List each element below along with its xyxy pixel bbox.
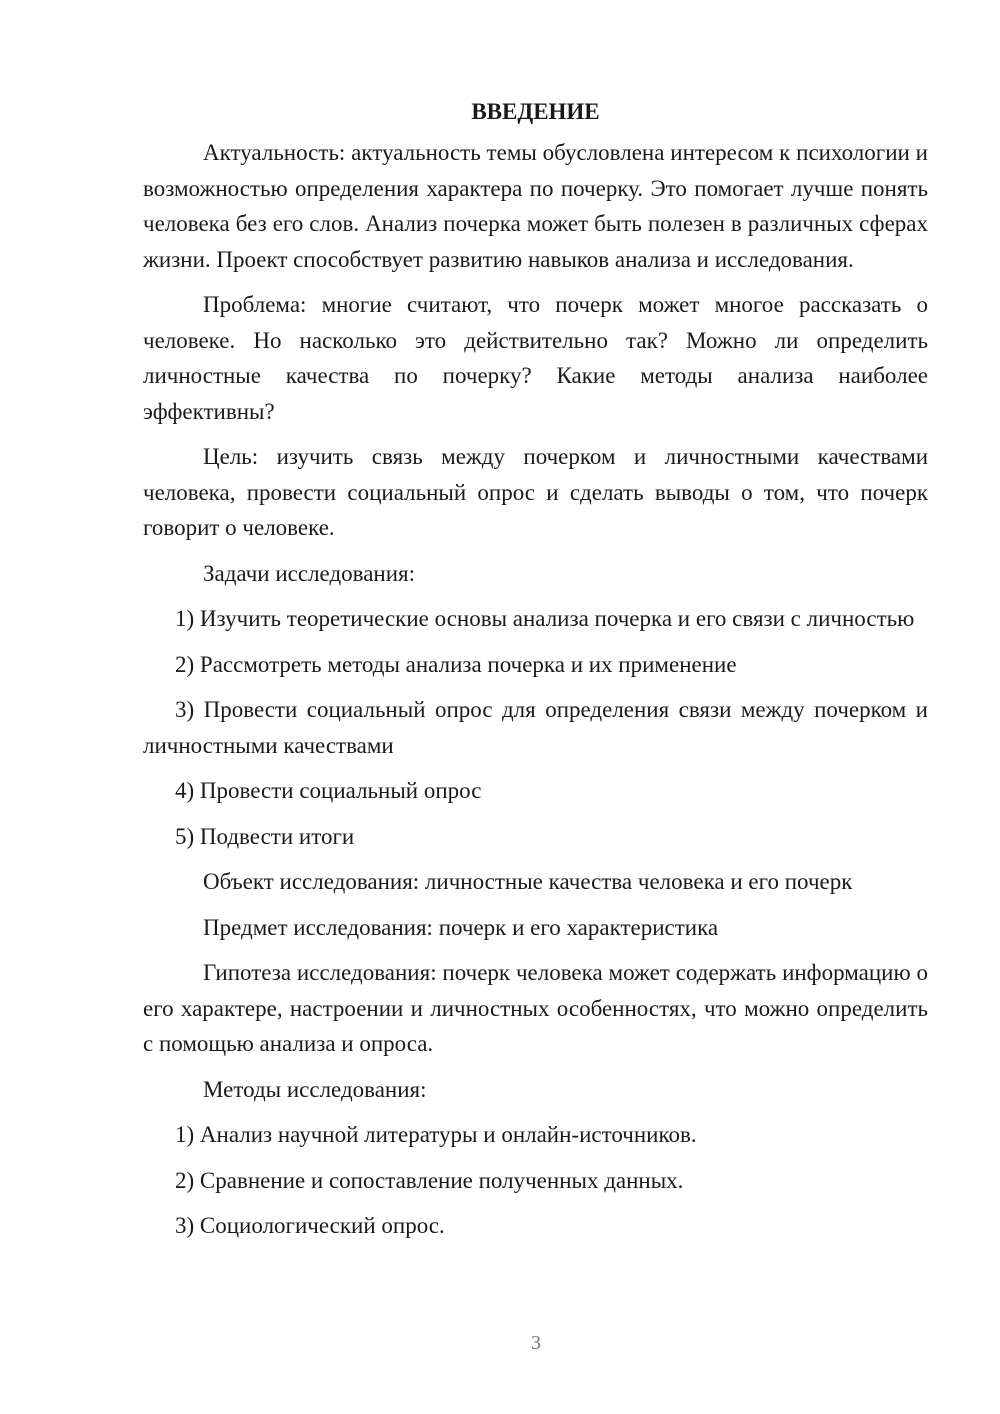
list-item: 2) Рассмотреть методы анализа почерка и их применение	[175, 651, 737, 677]
page-title: ВВЕДЕНИЕ	[471, 99, 600, 124]
hypothesis-paragraph: Гипотеза исследования: почерк человека может содержать информацию о его характере, настроении и личностных особенностях, что можно определить с помощью анализа и опроса.	[143, 960, 928, 1056]
goal-paragraph: Цель: изучить связь между почерком и личностными качествами человека, провести социальный опрос и сделать выводы о том, что почерк говорит о человеке.	[143, 444, 928, 540]
list-item: 3) Социологический опрос.	[175, 1213, 445, 1238]
problem-paragraph: Проблема: многие считают, что почерк может многое рассказать о человеке. Но насколько это действительно так? Можно ли определить личностные качества по почерку? Какие методы анализа наиболее эффективны?	[143, 292, 928, 424]
subject-paragraph: Предмет исследования: почерк и его характеристика	[203, 914, 719, 940]
list-item: 1) Изучить теоретические основы анализа почерка и его связи с личностью	[175, 606, 915, 631]
list-item: 5) Подвести итоги	[175, 823, 355, 849]
relevance-paragraph: Актуальность: актуальность темы обусловлена интересом к психологии и возможностью определения характера по почерку. Это помогает лучше понять человека без его слов. Анализ почерка может быть полезен в различных сферах жизни. Проект способствует развитию навыков анализа и исследования.	[143, 140, 928, 272]
tasks-heading: Задачи исследования:	[203, 560, 416, 586]
methods-heading: Методы исследования:	[203, 1076, 427, 1102]
list-item: 4) Провести социальный опрос	[175, 778, 482, 803]
page-number: 3	[531, 1332, 541, 1354]
document-page	[143, 94, 928, 1254]
list-item: 1) Анализ научной литературы и онлайн-источников.	[175, 1122, 697, 1147]
list-item: 2) Сравнение и сопоставление полученных данных.	[175, 1167, 684, 1193]
methods-list	[143, 1117, 928, 1244]
tasks-list	[143, 601, 928, 854]
list-item: 3) Провести социальный опрос для определения связи между почерком и личностными качествами	[143, 697, 928, 758]
object-paragraph: Объект исследования: личностные качества человека и его почерк	[203, 869, 853, 894]
